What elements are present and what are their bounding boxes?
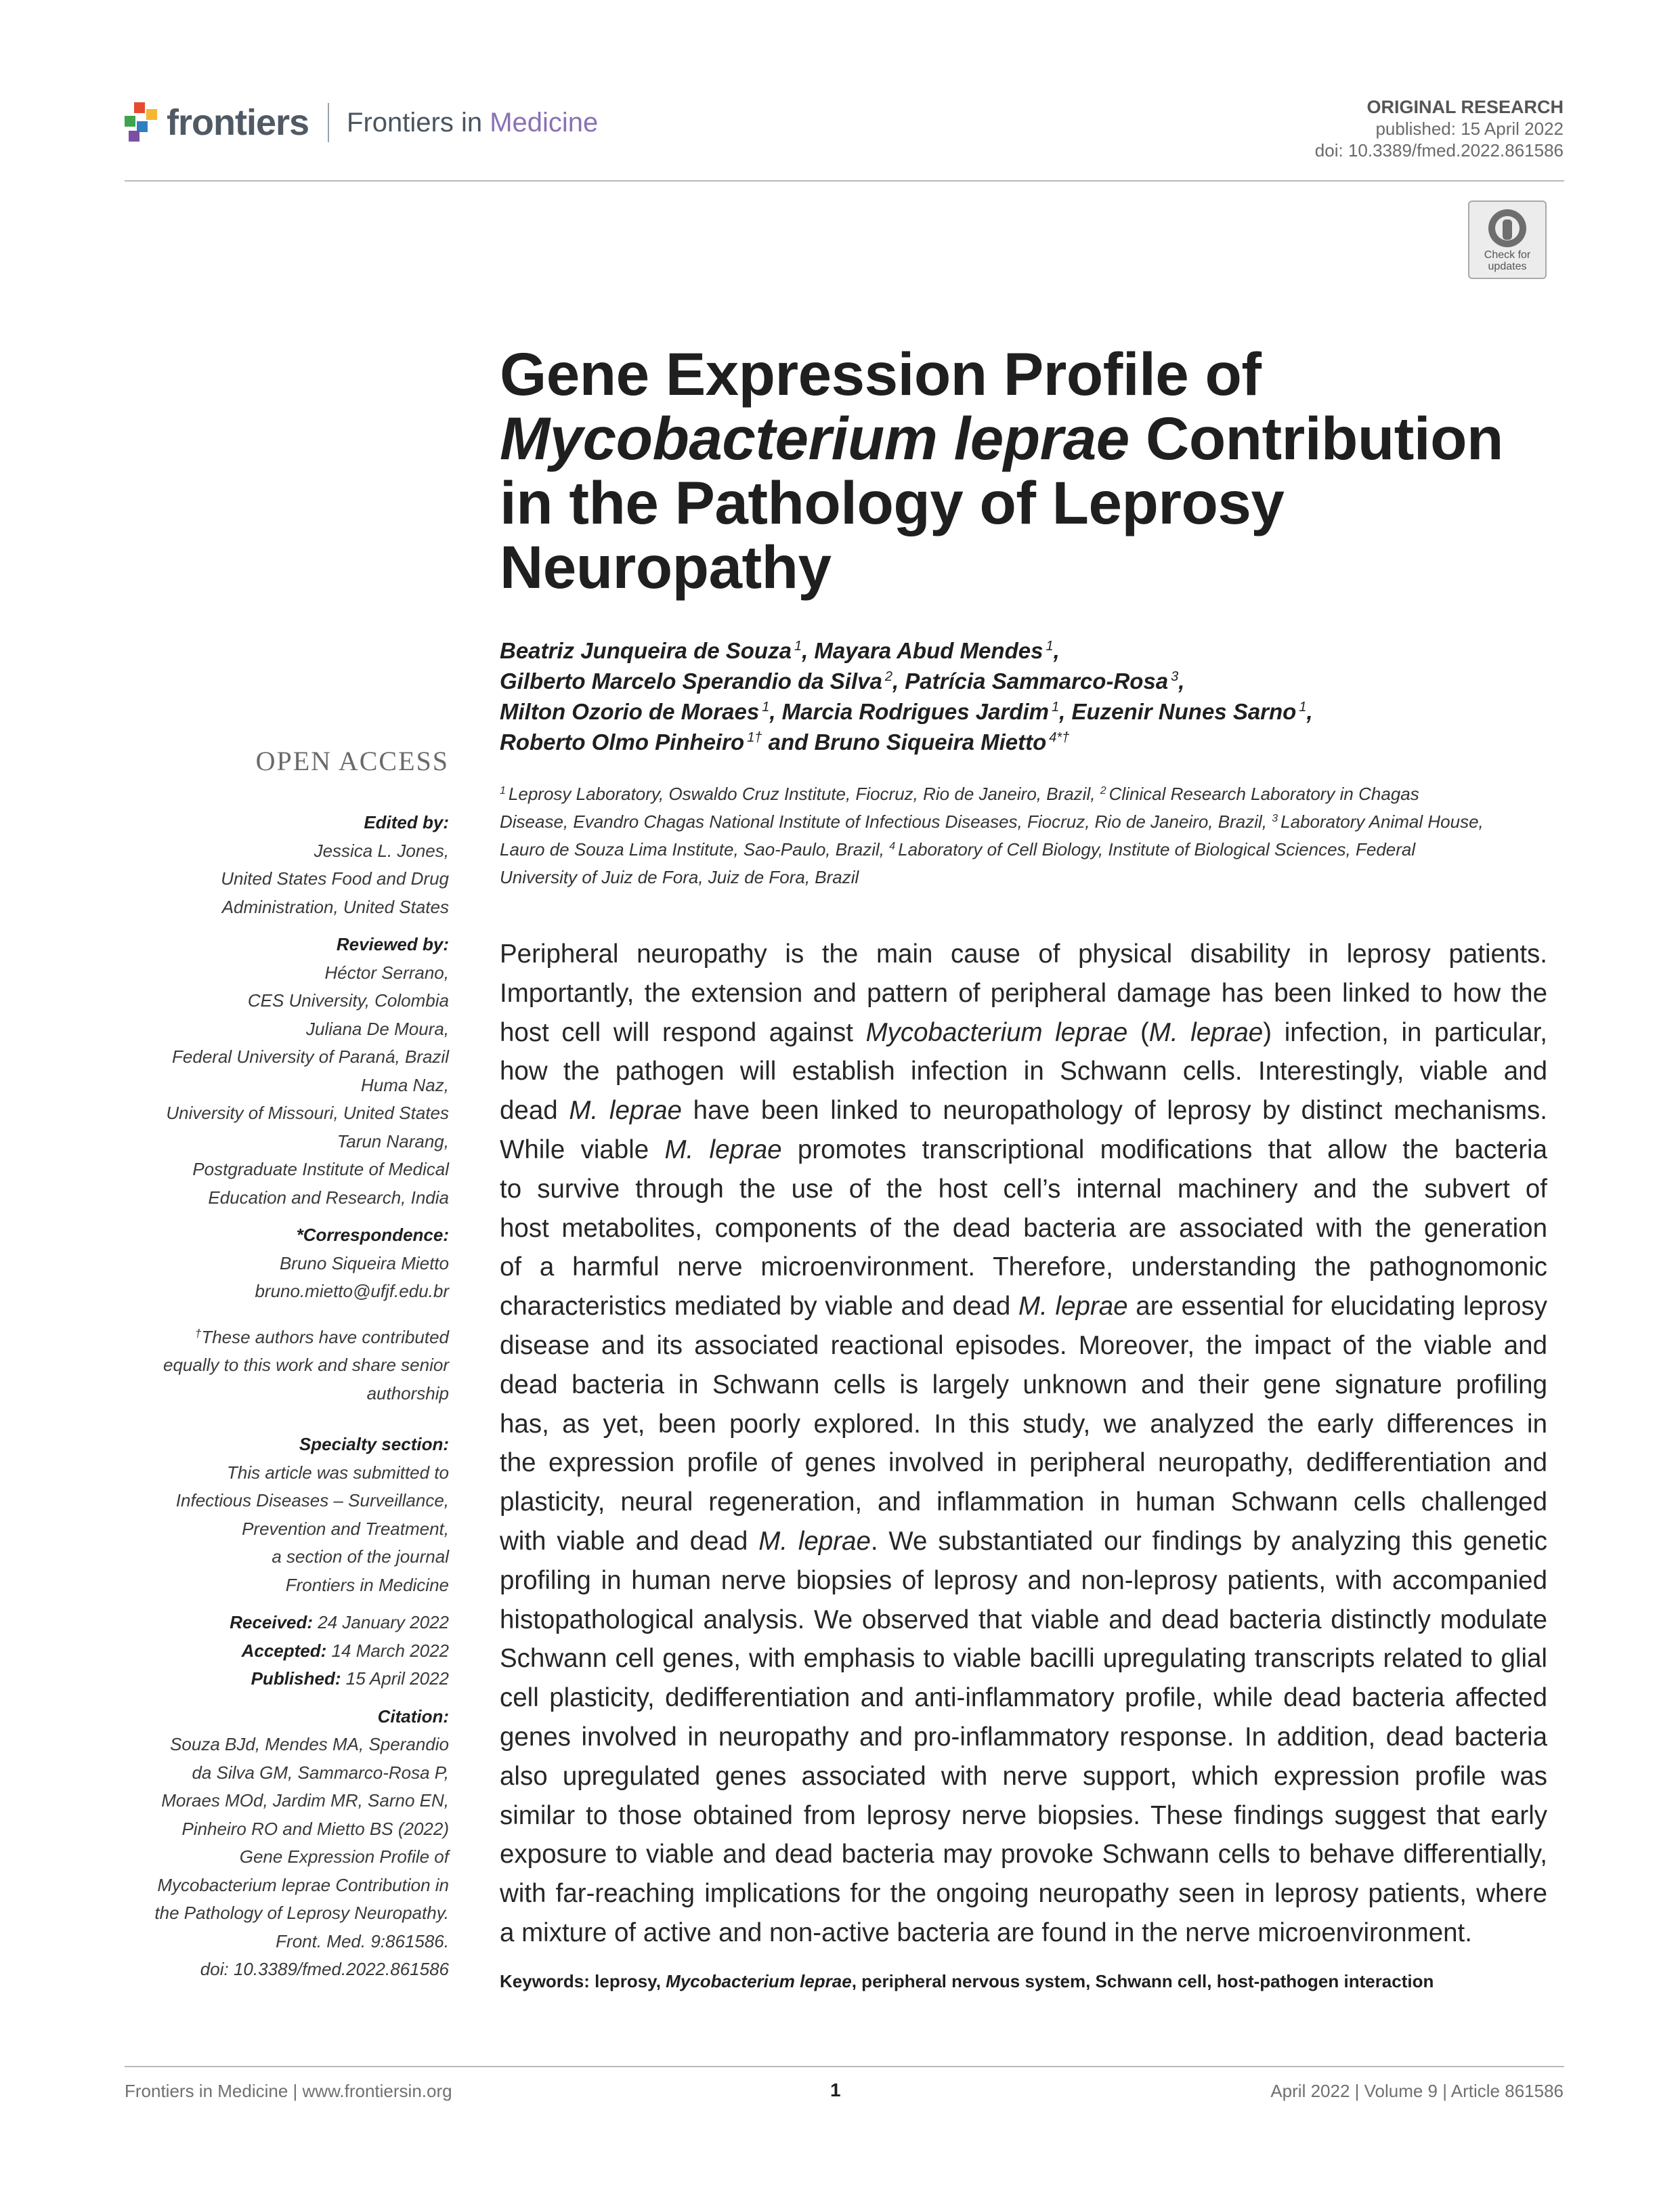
- abstract-line: has, as yet, been poorly explored. In this study, we analyzed the early differences in: [500, 1409, 1547, 1439]
- brand-name: frontiers: [167, 102, 309, 143]
- author[interactable]: Marcia Rodrigues Jardim: [781, 699, 1049, 724]
- abstract-line: plasticity, neural regeneration, and inflammation in human Schwann cells challenged: [500, 1487, 1547, 1517]
- abstract-line: dead M. leprae have been linked to neuropathology of leprosy by distinct mechanisms.: [500, 1096, 1547, 1126]
- author[interactable]: Patrícia Sammarco-Rosa: [905, 669, 1169, 694]
- abstract-line: genes involved in neuropathy and pro-inflammatory response. In addition, dead bacteria: [500, 1722, 1547, 1752]
- abstract-line: While viable M. leprae promotes transcriptional modifications that allow the bacteria: [500, 1135, 1547, 1164]
- published-date: published: 15 April 2022: [1375, 119, 1564, 139]
- abstract-line: exposure to viable and dead bacteria may provoke Schwann cells to behave differentially,: [500, 1840, 1547, 1869]
- abstract-line: the expression profile of genes involved in peripheral neuropathy, dedifferentiation and: [500, 1448, 1547, 1478]
- abstract-line: dead bacteria in Schwann cells is largely unknown and their gene signature profiling: [500, 1370, 1547, 1399]
- author[interactable]: Euzenir Nunes Sarno: [1071, 699, 1297, 724]
- abstract: [500, 935, 1547, 1953]
- affiliations: $^1$ Leprosy Laboratory, Oswaldo Cruz Institute, Fiocruz, Rio de Janeiro, Brazil, $^2$ Clinical Research Laboratory in Chagas Disease, Evandro Chagas National Institute of Infectious Diseases, Fiocruz, Rio de Janeiro, Brazil, $^3$ Laboratory Animal House, Lauro de Souza Lima Institute, Sao-Paulo, Brazil, $^4$ Laboratory of Cell Biology, Institute of Biological Sciences, Federal University of Juiz de Fora, Juiz de Fora, Brazil: [500, 784, 1484, 887]
- abstract-line: host metabolites, components of the dead bacteria are associated with the generation: [500, 1213, 1547, 1243]
- author[interactable]: Gilberto Marcelo Sperandio da Silva: [500, 669, 882, 694]
- article-type: ORIGINAL RESEARCH: [1366, 97, 1564, 117]
- check-updates-icon: [1486, 207, 1528, 249]
- author[interactable]: Roberto Olmo Pinheiro: [500, 729, 745, 755]
- abstract-line: to survive through the use of the host cell’s internal machinery and the subvert of: [500, 1174, 1547, 1204]
- footer-journal-link[interactable]: Frontiers in Medicine | www.frontiersin.org: [125, 2081, 452, 2101]
- author-list: Beatriz Junqueira de Souza $^1$, Mayara Abud Mendes $^1$, Gilberto Marcelo Sperandio da Silva $^2$, Patrícia Sammarco-Rosa $^3$, Milton Ozorio de Moraes $^1$, Marcia Rodrigues Jardim $^1$, Euzenir Nunes Sarno $^1$, Roberto Olmo Pinheiro $^{1\dagger}$ and Bruno Siqueira Mietto $^{4*\dagger}$: [500, 638, 1313, 755]
- abstract-line: Importantly, the extension and pattern of peripheral damage has been linked to how the: [500, 978, 1547, 1008]
- abstract-line: of a harmful nerve microenvironment. Therefore, understanding the pathognomonic: [500, 1252, 1547, 1282]
- author[interactable]: Beatriz Junqueira de Souza: [500, 638, 792, 663]
- abstract-line: with far-reaching implications for the ongoing neuropathy seen in leprosy patients, where: [500, 1879, 1547, 1909]
- author[interactable]: Milton Ozorio de Moraes: [500, 699, 760, 724]
- abstract-line: profiling in human nerve biopsies of leprosy and non-leprosy patients, with accompanied: [500, 1565, 1547, 1595]
- reviewed-by-label: Reviewed by:: [336, 934, 449, 954]
- author[interactable]: and Bruno Siqueira Mietto: [768, 729, 1047, 755]
- edited-by-label: Edited by:: [364, 812, 449, 832]
- abstract-line: characteristics mediated by viable and dead M. leprae are essential for elucidating leprosy: [500, 1292, 1547, 1321]
- article-title: Gene Expression Profile of Mycobacterium leprae Contribution in the Pathology of Leprosy Neuropathy: [500, 340, 1503, 601]
- page-number: 1: [830, 2079, 841, 2100]
- check-for-updates-button[interactable]: Check for updates: [1468, 200, 1547, 279]
- logo-divider: [328, 103, 329, 142]
- article-meta: [1315, 96, 1564, 161]
- correspondence-label: *Correspondence:: [296, 1225, 449, 1245]
- journal-logo: [125, 102, 598, 144]
- abstract-line: with viable and dead M. leprae. We substantiated our findings by analyzing this genetic: [500, 1526, 1547, 1556]
- keywords: Keywords: leprosy, Mycobacterium leprae, peripheral nervous system, Schwann cell, host-pathogen interaction: [500, 1971, 1434, 1991]
- abstract-line: a mixture of active and non-active bacteria are found in the nerve microenvironment.: [500, 1918, 1472, 1947]
- footer-article-info: April 2022 | Volume 9 | Article 861586: [1270, 2081, 1564, 2101]
- abstract-line: similar to those obtained from leprosy nerve biopsies. These findings suggest that early: [500, 1800, 1547, 1830]
- abstract-line: cell plasticity, dedifferentiation and anti-inflammatory profile, while dead bacteria affected: [500, 1683, 1547, 1713]
- abstract-line: host cell will respond against Mycobacterium leprae (M. leprae) infection, in particular,: [500, 1017, 1547, 1047]
- doi-link[interactable]: doi: 10.3389/fmed.2022.861586: [1314, 140, 1564, 161]
- footer-divider: [125, 2066, 1564, 2067]
- abstract-line: histopathological analysis. We observed that viable and dead bacteria distinctly modulate: [500, 1605, 1547, 1634]
- citation-doi[interactable]: doi: 10.3389/fmed.2022.861586: [200, 1959, 449, 1979]
- journal-title: Frontiers in Medicine: [347, 107, 599, 138]
- correspondence-email[interactable]: bruno.mietto@ufjf.edu.br: [255, 1281, 449, 1301]
- citation-label: Citation:: [377, 1706, 449, 1727]
- open-access-label: OPEN ACCESS: [255, 746, 449, 776]
- sidebar-info: Edited by: Jessica L. Jones, United States Food and Drug Administration, United States Reviewed by: Héctor Serrano, CES University, Colombia Juliana De Moura, Federal University of Paraná, Brazil Huma Naz, University of Missouri, United States Tarun Narang, Postgraduate Institute of Medical Education and Research, India *Correspondence: Bruno Siqueira Mietto bruno.mietto@ufjf.edu.br †These authors have contributed equally to this work and share senior authorship Specialty section: This article was submitted to Infectious Diseases – Surveillance, Prevention and Treatment, a section of the journal Frontiers in Medicine Received: 24 January 2022 Accepted: 14 March 2022 Published: 15 April 2022 Citation: Souza BJd, Mendes MA, Sperandio da Silva GM, Sammarco-Rosa P, Moraes MOd, Jardim MR, Sarno EN, Pinheiro RO and Mietto BS (2022) Gene Expression Profile of Mycobacterium leprae Contribution in the Pathology of Leprosy Neuropathy. Front. Med. 9:861586. doi: 10.3389/fmed.2022.861586: [70, 809, 449, 1993]
- abstract-line: also upregulated genes associated with nerve support, which expression profile was: [500, 1761, 1547, 1791]
- abstract-line: disease and its associated reactional episodes. Moreover, the impact of the viable and: [500, 1330, 1547, 1360]
- specialty-section-label: Specialty section:: [299, 1434, 449, 1454]
- abstract-line: how the pathogen will establish infection in Schwann cells. Interestingly, viable and: [500, 1057, 1547, 1086]
- header-divider: [125, 180, 1564, 182]
- author[interactable]: Mayara Abud Mendes: [814, 638, 1043, 663]
- frontiers-logo-icon: [125, 102, 160, 143]
- abstract-line: Schwann cell genes, with emphasis to viable bacilli upregulating transcripts related to glial: [500, 1644, 1547, 1674]
- abstract-line: Peripheral neuropathy is the main cause of physical disability in leprosy patients.: [500, 939, 1547, 969]
